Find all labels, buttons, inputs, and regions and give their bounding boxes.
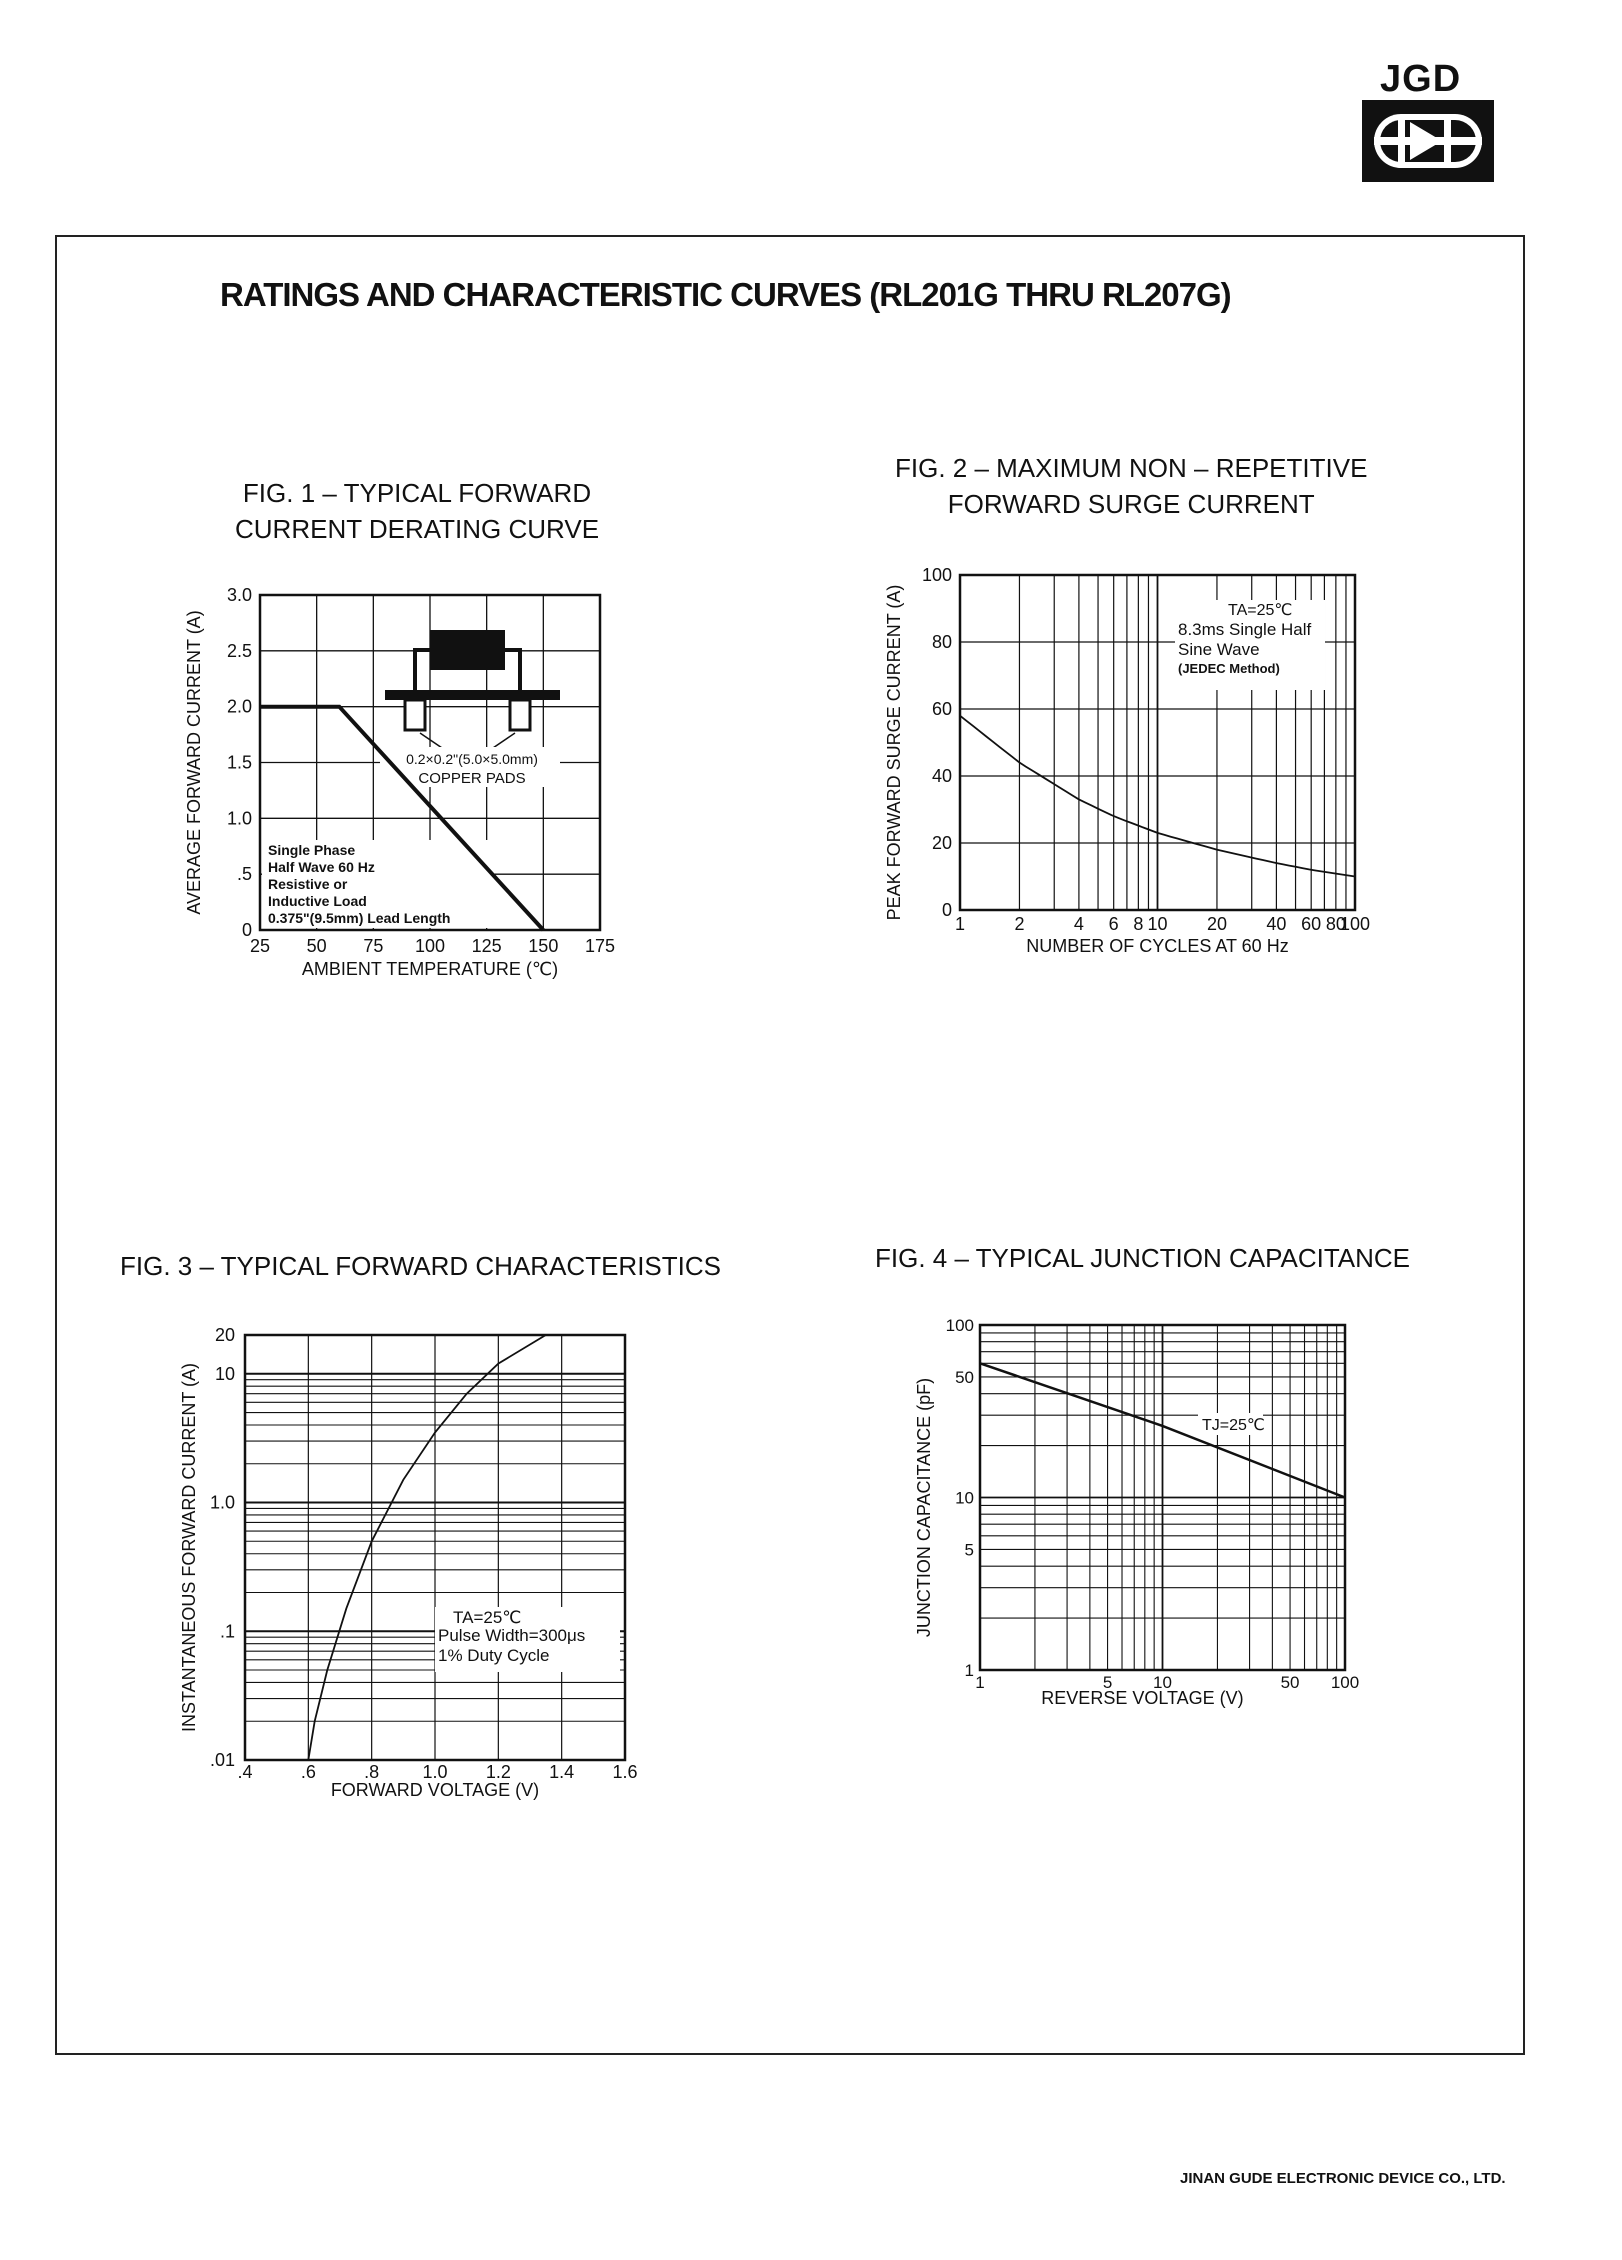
fig3-chart xyxy=(170,1320,670,1820)
fig1-xtick-label: 125 xyxy=(471,936,502,956)
fig3-title-line1: FIG. 3 – TYPICAL FORWARD CHARACTERISTICS xyxy=(120,1251,721,1281)
fig2-title-line2: FORWARD SURGE CURRENT xyxy=(947,489,1315,519)
fig2-xtick-label: 20 xyxy=(1206,914,1227,934)
fig3-ytick-label: 1.0 xyxy=(209,1492,235,1513)
fig4-xtick-label: 5 xyxy=(1102,1673,1113,1692)
fig1-annotation: Single Phase xyxy=(268,842,356,858)
fig3-title xyxy=(120,1248,721,1284)
fig3-xtick-label: 1.2 xyxy=(485,1762,511,1782)
fig1-ylabel: AVERAGE FORWARD CURRENT (A) xyxy=(184,610,204,915)
fig2-ytick-label: 0 xyxy=(941,900,952,920)
fig4-xtick-label: 1 xyxy=(975,1673,985,1692)
fig2-ytick-label: 100 xyxy=(921,565,952,585)
fig2-xtick-label: 40 xyxy=(1266,914,1287,934)
fig4-title-line1: FIG. 4 – TYPICAL JUNCTION CAPACITANCE xyxy=(875,1243,1411,1273)
fig3-xtick-label: .6 xyxy=(300,1762,316,1782)
fig2-ytick-label: 60 xyxy=(931,699,952,719)
fig1-ytick-label: .5 xyxy=(236,864,252,885)
fig3-ytick-label: .01 xyxy=(209,1750,235,1770)
fig2-annotation: (JEDEC Method) xyxy=(1178,661,1280,676)
fig1-title xyxy=(235,475,599,547)
fig1-chart xyxy=(160,580,660,1020)
fig3-annotation: TA=25℃ xyxy=(453,1608,522,1627)
fig4-ytick-label: 10 xyxy=(955,1488,974,1508)
diode-icon xyxy=(1362,100,1494,182)
fig2-xtick-label: 6 xyxy=(1108,914,1119,934)
fig2-title-line1: FIG. 2 – MAXIMUM NON – REPETITIVE xyxy=(895,453,1368,483)
fig1-pad-right xyxy=(510,700,530,730)
fig4-xtick-label: 10 xyxy=(1153,1673,1172,1692)
fig1-annotation: COPPER PADS xyxy=(418,770,526,787)
fig4-annotation: TJ=25℃ xyxy=(1202,1417,1265,1434)
fig2-ytick-label: 20 xyxy=(931,833,952,853)
fig4-ytick-label: 50 xyxy=(955,1367,974,1387)
fig3-xtick-label: .8 xyxy=(364,1762,380,1782)
fig1-xtick-label: 175 xyxy=(584,936,616,956)
fig4-xtick-label: 50 xyxy=(1280,1673,1300,1692)
fig1-xtick-label: 100 xyxy=(414,936,446,956)
fig2-xtick-label: 1 xyxy=(954,914,966,934)
fig4-ytick-label: 1 xyxy=(964,1661,974,1680)
fig2-annotation: 8.3ms Single Half xyxy=(1178,620,1312,639)
page-title: RATINGS AND CHARACTERISTIC CURVES (RL201G THRU RL207G) xyxy=(220,276,1231,313)
fig1-xtick-label: 25 xyxy=(249,936,271,956)
fig1-ytick-label: 3.0 xyxy=(226,585,252,605)
fig1-pad-left xyxy=(405,700,425,730)
fig3-xtick-label: 1.4 xyxy=(549,1762,575,1782)
fig2-xtick-label: 8 xyxy=(1133,914,1144,934)
fig2-xlabel: NUMBER OF CYCLES AT 60 Hz xyxy=(1026,936,1289,956)
fig4-xtick-label: 100 xyxy=(1330,1673,1360,1692)
fig4-ylabel: JUNCTION CAPACITANCE (pF) xyxy=(914,1377,934,1638)
fig1-annotation: 0.375"(9.5mm) Lead Length xyxy=(268,910,451,926)
fig3-ytick-label: .1 xyxy=(219,1621,235,1642)
fig4-ytick-label: 100 xyxy=(945,1316,974,1335)
fig3-ylabel: INSTANTANEOUS FORWARD CURRENT (A) xyxy=(179,1362,199,1733)
fig1-ytick-label: 1.5 xyxy=(226,752,252,773)
fig4-ytick-label: 5 xyxy=(964,1540,974,1560)
fig3-xtick-label: .4 xyxy=(237,1762,253,1782)
fig3-xtick-label: 1.6 xyxy=(612,1762,638,1782)
fig2-xtick-label: 80 xyxy=(1325,914,1346,934)
fig1-annotation: 0.2×0.2"(5.0×5.0mm) xyxy=(406,751,538,767)
fig2-annotation: Sine Wave xyxy=(1178,640,1260,659)
fig1-ytick-label: 2.0 xyxy=(226,696,252,717)
fig1-title-line2: CURRENT DERATING CURVE xyxy=(235,514,600,544)
fig1-xtick-label: 150 xyxy=(528,936,559,956)
fig2-ytick-label: 40 xyxy=(931,766,952,786)
fig3-xtick-label: 1.0 xyxy=(422,1762,448,1782)
fig1-ytick-label: 2.5 xyxy=(226,640,252,661)
logo-text: JGD xyxy=(1380,58,1462,100)
fig1-title-line1: FIG. 1 – TYPICAL FORWARD xyxy=(242,478,592,508)
fig2-annotation: TA=25℃ xyxy=(1228,602,1293,619)
fig2-ytick-label: 80 xyxy=(931,632,952,652)
fig1-xtick-label: 75 xyxy=(363,936,384,956)
fig1-annotation: Half Wave 60 Hz xyxy=(268,859,375,875)
company-logo xyxy=(1362,58,1494,182)
fig3-annotation: Pulse Width=300μs xyxy=(438,1626,586,1645)
fig2-chart xyxy=(870,560,1400,980)
fig3-xlabel: FORWARD VOLTAGE (V) xyxy=(330,1780,540,1800)
fig2-ylabel: PEAK FORWARD SURGE CURRENT (A) xyxy=(884,584,904,921)
fig2-xtick-label: 10 xyxy=(1147,914,1168,934)
fig4-chart xyxy=(905,1310,1375,1730)
fig1-xlabel: AMBIENT TEMPERATURE (℃) xyxy=(301,959,559,979)
fig4-xlabel: REVERSE VOLTAGE (V) xyxy=(1041,1688,1244,1708)
fig3-annotation: 1% Duty Cycle xyxy=(438,1646,550,1665)
fig3-series-forward xyxy=(308,1335,546,1760)
fig1-annotation: Resistive or xyxy=(268,876,348,892)
fig2-xtick-label: 100 xyxy=(1339,914,1371,934)
fig3-ytick-label: 10 xyxy=(214,1363,235,1384)
fig2-xtick-label: 2 xyxy=(1014,914,1025,934)
fig1-diode-body xyxy=(430,630,505,670)
fig2-xtick-label: 60 xyxy=(1301,914,1322,934)
fig4-title xyxy=(875,1240,1410,1276)
fig1-ytick-label: 0 xyxy=(241,920,252,940)
fig1-ytick-label: 1.0 xyxy=(226,808,252,829)
fig2-xtick-label: 4 xyxy=(1073,914,1084,934)
fig3-ytick-label: 20 xyxy=(214,1325,235,1345)
fig2-title xyxy=(895,450,1367,522)
fig1-xtick-label: 50 xyxy=(306,936,327,956)
fig1-annotation: Inductive Load xyxy=(268,893,367,909)
footer-company: JINAN GUDE ELECTRONIC DEVICE CO., LTD. xyxy=(1180,2170,1506,2187)
